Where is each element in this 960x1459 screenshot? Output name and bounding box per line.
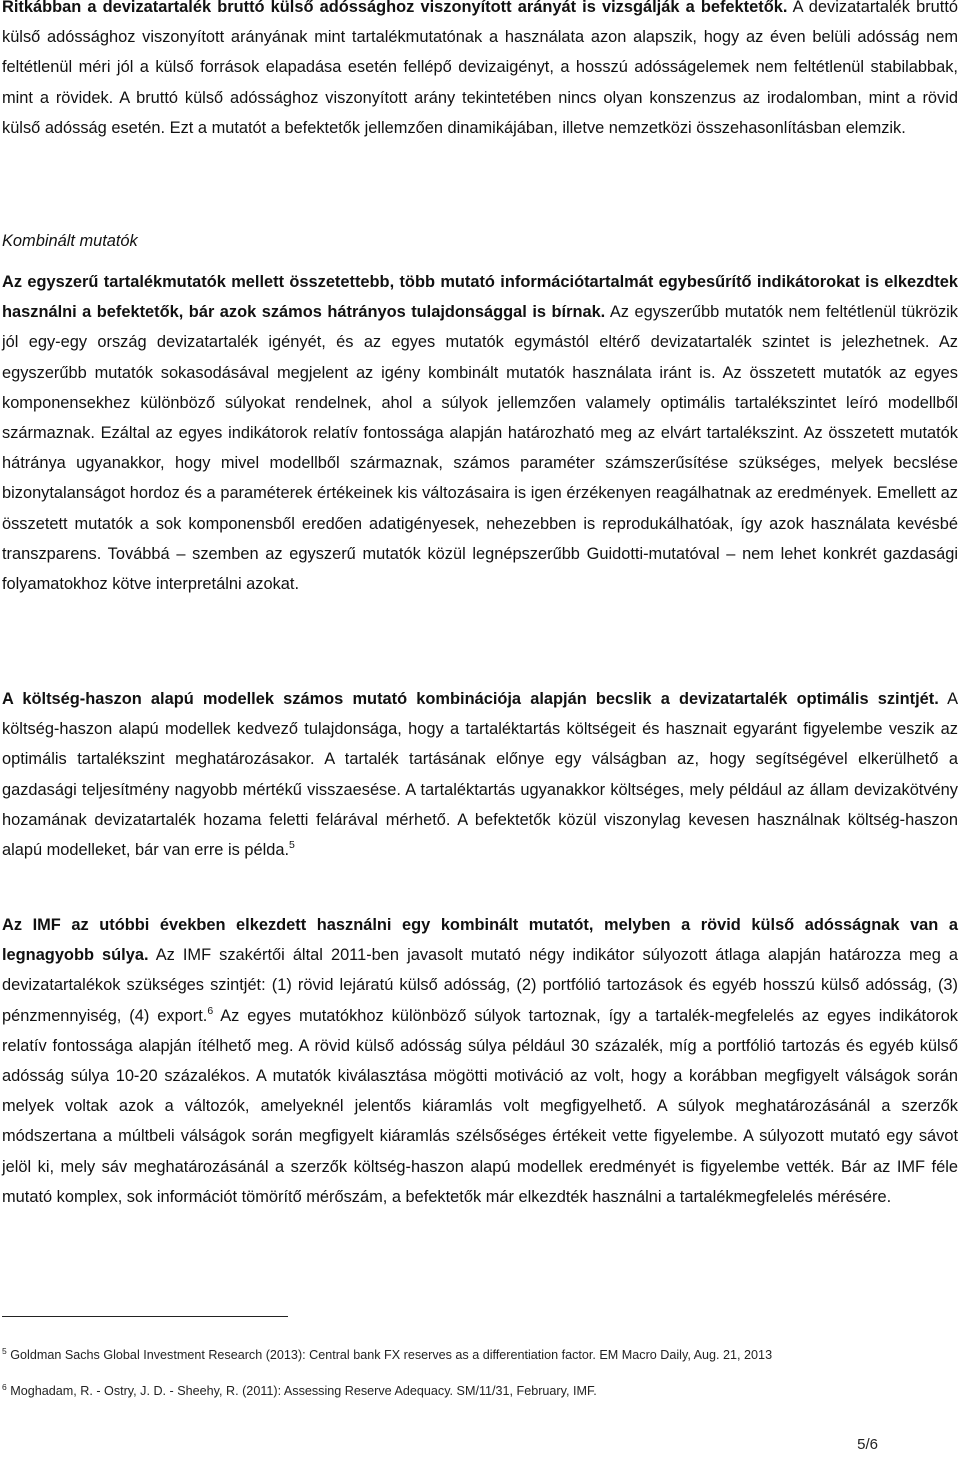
footnote-reference[interactable]: 6	[207, 1004, 214, 1017]
paragraph-body: Az IMF szakértői által 2011-ben javasolt mutató négy indikátor súlyozott átlaga alapján határozza meg a devizatartalékok szükséges szintjét: (1) rövid lejáratú külső adósság, (2) portfólió tartozások és egyéb hosszú külső adósság, (3) pénzmennyiség, (4) export.	[2, 946, 959, 1025]
paragraph-lead: A költség-haszon alapú modellek számos mutató kombinációja alapján becslik a devizatartalék optimális szintjét.	[2, 690, 939, 708]
footnote-5	[2, 1347, 772, 1363]
footnote-number: 5	[2, 1346, 7, 1356]
footnote-separator	[2, 1316, 288, 1317]
footnote-text: Moghadam, R. - Ostry, J. D. - Sheehy, R. (2011): Assessing Reserve Adequacy. SM/11/31, February, IMF.	[10, 1384, 597, 1398]
paragraph-body: A devizatartalék bruttó külső adóssághoz viszonyított arányának mint tartalékmutatónak a használata azon alapszik, hogy az éven belüli adósság nem feltétlenül méri jól a külső források elapadása esetén fellépő devizaigényt, a hosszú adósságelemek nem feltétlenül stabilabbak, mint a rövidek. A bruttó külső adóssághoz viszonyított arány tekintetében nincs olyan konszenzus az irodalomban, mint a rövid külső adósság esetén. Ezt a mutatót a befektetők jellemzően dinamikájában, illetve nemzetközi összehasonlításban elemzik.	[2, 0, 958, 137]
paragraph-body: Az egyszerűbb mutatók nem feltétlenül tükrözik jól egy-egy ország devizatartalék igényét, és az egyes mutatók egymástól eltérő devizatartalék szintet is jelezhetnek. Az egyszerűbb mutatók sokasodásával megjelent az igény kombinált mutatók használata iránt is. Az összetett mutatók az egyes komponensekhez különböző súlyokat rendelnek, ahol a súlyok jellemzően valamely optimális tartalékszintet leíró modellből származnak. Ezáltal az egyes indikátorok relatív fontossága alapján határozható meg az elvárt tartalékszint. Az összetett mutatók hátránya ugyanakkor, hogy mivel modellből származnak, számos paraméter számszerűsítése szükséges, melyek becslése bizonytalanságot hordoz és a paraméterek értékeinek kis változásaira is igen érzékenyen reagálhatnak az eredmények. Emellett az összetett mutatók a sok komponensből eredően adatigényesek, nehezebben is reprodukálhatóak, így azok használata kevésbé transzparens. Továbbá – szemben az egyszerű mutatók közül legnépszerűbb Guidotti-mutatóval – nem lehet konkrét gazdasági folyamatokhoz kötve interpretálni azokat.	[2, 303, 958, 594]
paragraph-lead: Ritkábban a devizatartalék bruttó külső adóssághoz viszonyított arányát is vizsgálják a befektetők.	[2, 0, 788, 16]
footnote-reference[interactable]: 5	[289, 839, 295, 852]
paragraph-combined-indicators	[0, 267, 960, 599]
paragraph-body-continued: Az egyes mutatókhoz különböző súlyok tartoznak, így a tartalék-megfelelés az egyes indikátorok relatív fontossága alapján ítélhető meg. A rövid külső adósság súlya például 30 százalék, míg a portfólió tartozás és egyéb külső adósság súlya 10-20 százalékos. A mutatók kiválasztása mögötti motiváció az volt, hogy a korábban megfigyelt válságok során melyek voltak azok a változók, amelyeknél jelentős kiáramlás volt megfigyelhető. A súlyok meghatározásánál a szerzők módszertana a múltbeli válságok során megfigyelt kiáramlás szélsőséges értékeit vette figyelembe. A súlyozott mutató egy sávot jelöl ki, mely sáv meghatározásánál a szerzők költség-haszon alapú modellek eredményét is figyelembe vették. Bár az IMF féle mutató komplex, sok információt tömörítő mérőszám, a befektetők már elkezdték használni a tartalékmegfelelés mérésére.	[2, 1006, 958, 1206]
paragraph-reserves-to-external-debt	[0, 0, 960, 143]
page-number: 5/6	[857, 1436, 878, 1453]
footnote-number: 6	[2, 1382, 7, 1392]
paragraph-lead: Az egyszerű tartalékmutatók mellett összetettebb, több mutató információtartalmát egybesűrítő indikátorokat is elkezdtek használni a befektetők, bár azok számos hátrányos tulajdonsággal is bírnak.	[2, 273, 958, 322]
paragraph-lead: Az IMF az utóbbi években elkezdett használni egy kombinált mutatót, melyben a rövid külső adósságnak van a legnagyobb súlya.	[2, 916, 958, 965]
footnote-text: Goldman Sachs Global Investment Research (2013): Central bank FX reserves as a differentiation factor. EM Macro Daily, Aug. 21, 2013	[10, 1348, 773, 1362]
section-heading: Kombinált mutatók	[2, 232, 138, 250]
paragraph-cost-benefit-models	[0, 684, 960, 865]
paragraph-imf-metric	[0, 910, 960, 1212]
paragraph-body: A költség-haszon alapú modellek kedvező tulajdonsága, hogy a tartaléktartás költségeit és hasznait egyaránt figyelembe veszik az optimális tartalékszint meghatározásakor. A tartalék tartásának előnye egy válságban az, hogy segítségével elkerülhető a gazdasági teljesítmény nagyobb mértékű visszaesése. A tartaléktartás ugyanakkor költséges, mely például az állam devizakötvény hozamának devizatartalék hozama feletti felárával mérhető. A befektetők közül viszonylag kevesen használnak költség-haszon alapú modelleket, bár van erre is példa.	[2, 690, 959, 860]
footnote-6	[2, 1383, 597, 1399]
